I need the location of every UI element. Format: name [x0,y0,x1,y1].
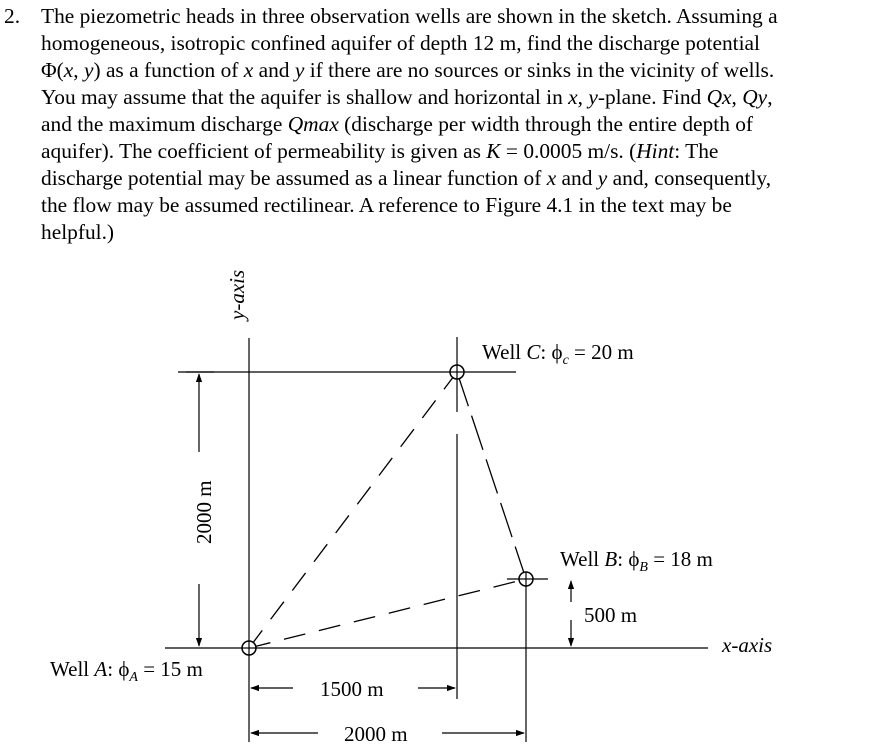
problem-text-segment: y [588,85,598,109]
problem-text-segment: , [73,58,84,82]
problem-text-segment: x [568,85,578,109]
dim-1500-label: 1500 m [320,677,384,701]
problem-text-segment: aquifer). The coefficient of permeability is given as [41,139,487,163]
problem-text-segment: y [83,58,94,82]
problem-text-segment: = 0.0005 m/s. ( [500,139,637,163]
problem-text-segment: Qx [706,85,732,109]
problem-text-segment: Qmax [287,112,339,136]
problem-text-segment: Qy [742,85,768,109]
x-axis-label: x-axis [722,633,773,657]
problem-text-segment: and [253,58,295,82]
problem-text-segment: and, consequently, [607,166,772,190]
well-a-marker [242,641,256,655]
problem-text-segment: and the maximum discharge [41,112,288,136]
problem-text-segment: x [243,58,254,82]
dim-500-label: 500 m [584,603,638,627]
problem-text-segment: The piezometric heads in three observation wells are shown in the sketch. Assuming a [41,4,778,28]
y-axis-label: y-axis [225,269,249,320]
dim-2000-horizontal-label: 2000 m [344,722,408,746]
well-c-label: Well C: $\phi_c = 20$ m [482,340,634,368]
problem-text-segment: x [63,58,74,82]
problem-text-segment: You may assume that the aquifer is shallow and horizontal in [41,85,569,109]
problem-text-segment: , [767,85,773,109]
problem-text-segment: Hint [636,139,675,163]
problem-text-segment: (discharge per width through the entire depth of [338,112,754,136]
problem-text-segment: ) as a function of [93,58,244,82]
line-a-to-b [249,579,526,648]
problem-text-segment: : The [674,139,719,163]
problem-text-segment: if there are no sources or sinks in the vicinity of wells. [304,58,775,82]
problem-number: 2. [4,4,21,28]
line-c-to-b [457,372,526,579]
problem-text-segment: y [597,166,608,190]
well-b-marker [519,572,533,586]
problem-text-segment: y [294,58,305,82]
problem-text-segment: discharge potential may be assumed as a linear function of [41,166,547,190]
problem-text-segment: x [546,166,557,190]
problem-text-segment: -plane. Find [597,85,707,109]
line-a-to-c [249,372,457,648]
well-c-marker [450,365,464,379]
problem-text-segment: the flow may be assumed rectilinear. A reference to Figure 4.1 in the text may be [41,193,732,217]
well-a-label: Well A: $\phi_A = 15$ m [50,657,203,685]
problem-text-segment: homogeneous, isotropic confined aquifer of depth 12 m, find the discharge potential [41,31,760,55]
problem-text-segment: Φ( [41,58,64,82]
problem-text-segment: K [486,139,501,163]
problem-text-segment: , [731,85,743,109]
dim-2000-vertical-label: 2000 m [192,480,216,544]
problem-text-segment: helpful.) [41,220,115,244]
problem-text-segment: , [577,85,589,109]
well-b-label: Well B: $\phi_B = 18$ m [560,547,713,575]
problem-text-segment: and [556,166,598,190]
